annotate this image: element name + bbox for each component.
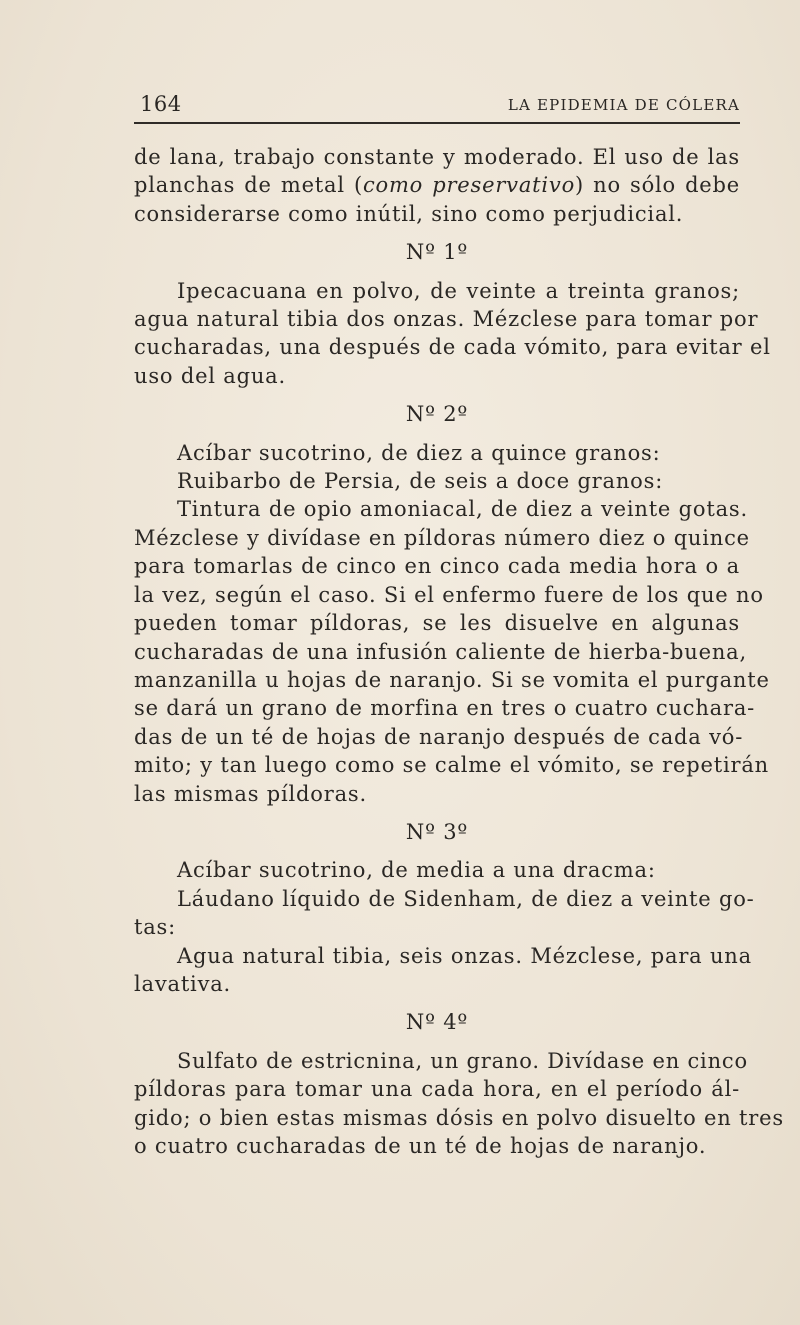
text-line: las mismas píldoras. (134, 781, 367, 806)
italic-phrase: como preservativo (362, 173, 576, 198)
text-line: de lana, trabajo constante y moderado. El uso de las (134, 145, 740, 169)
text-line: Sulfato de estricnina, un grano. Divídase en cinco (177, 1048, 748, 1073)
text-line: cucharadas de una infusión caliente de hierba-buena, (134, 639, 747, 664)
recipe-paragraph (134, 856, 755, 998)
text-line: lavativa. (134, 971, 232, 996)
text-line: o cuatro cucharadas de un té de hojas de naranjo. (134, 1134, 707, 1158)
text-line: Tintura de opio amoniacal, de diez a veinte gotas. (177, 497, 748, 522)
text-line: das de un té de hojas de naranjo después de cada vó- (134, 724, 744, 749)
running-title: LA EPIDEMIA DE CÓLERA (507, 96, 740, 114)
recipe-heading: Nº 3º (405, 819, 469, 844)
page-number: 164 (140, 92, 182, 116)
text-line: Láudano líquido de Sidenham, de diez a veinte go- (177, 886, 755, 911)
text-line: mito; y tan luego como se calme el vómito, se repetirán (134, 753, 769, 778)
recipe-heading: Nº 4º (405, 1010, 469, 1035)
text-line: tas: (134, 915, 177, 940)
text-line: Acíbar sucotrino, de diez a quince granos: (177, 440, 661, 465)
text-line: considerarse como inútil, sino como perjudicial. (134, 201, 684, 226)
recipe-heading: Nº 1º (405, 240, 469, 265)
text-line: Mézclese y divídase en píldoras número diez o quince (134, 525, 750, 550)
text-line: Agua natural tibia, seis onzas. Mézclese, para una (177, 943, 752, 968)
text-line: uso del agua. (134, 363, 286, 388)
recipe-paragraph (134, 277, 771, 391)
text-line: Acíbar sucotrino, de media a una dracma: (177, 858, 656, 883)
page-body (134, 143, 784, 1160)
text-line: se dará un grano de morfina en tres o cuatro cuchara- (134, 696, 756, 721)
text-line: pueden tomar píldoras, se les disuelve en algunas (134, 611, 740, 636)
header-rule (134, 122, 740, 124)
text-line: manzanilla u hojas de naranjo. Si se vomita el purgante (134, 667, 770, 692)
recipe-heading: Nº 2º (405, 402, 469, 427)
page-header (134, 92, 740, 122)
text-line: Ruibarbo de Persia, de seis a doce granos: (177, 469, 664, 494)
recipe-paragraph (134, 439, 770, 808)
text-line: píldoras para tomar una cada hora, en el período ál- (134, 1077, 740, 1102)
text-line: Ipecacuana en polvo, de veinte a treinta granos; (177, 278, 740, 303)
text-line: cucharadas, una después de cada vómito, para evitar el (134, 335, 771, 360)
intro-paragraph (134, 143, 740, 228)
text-line: agua natural tibia dos onzas. Mézclese para tomar por (134, 307, 759, 332)
text-line: para tomarlas de cinco en cinco cada media hora o a (134, 554, 740, 579)
recipe-paragraph (134, 1047, 784, 1161)
text-line: planchas de metal (como preservativo) no sólo debe (134, 173, 741, 198)
text-line: gido; o bien estas mismas dósis en polvo disuelto en tres (134, 1105, 784, 1130)
text-line: la vez, según el caso. Si el enfermo fuere de los que no (134, 582, 764, 607)
